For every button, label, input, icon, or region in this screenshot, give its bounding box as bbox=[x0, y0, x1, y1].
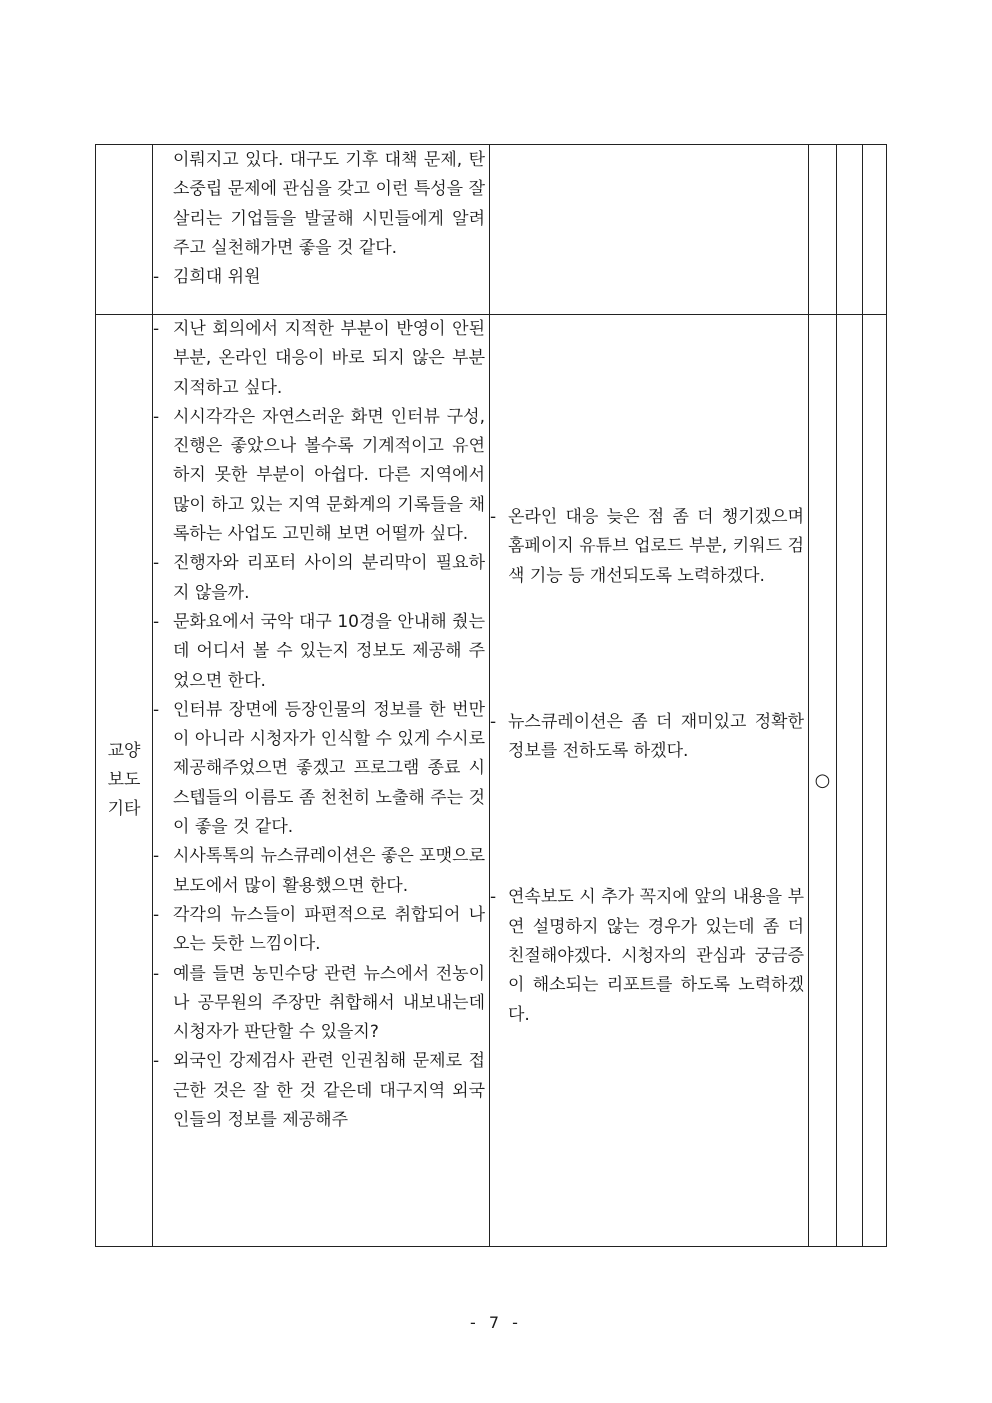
response-cell bbox=[490, 315, 809, 1247]
bullet-dash: - bbox=[153, 267, 160, 288]
comment-text: 예를 들면 농민수당 관련 뉴스에서 전농이나 공무원의 주장만 취합해서 내보내는데 시청자가 판단할 수 있을지? bbox=[173, 963, 485, 1043]
check-cell-2 bbox=[837, 315, 863, 1247]
comment-item bbox=[153, 549, 489, 608]
comment-text: 시시각각은 자연스러운 화면 인터뷰 구성, 진행은 좋았으나 볼수록 기계적이고 유연하지 못한 부분이 아쉽다. 다른 지역에서 많이 하고 있는 지역 문화계의 기록들을 채록하는 사업도 고민해 보면 어떨까 싶다. bbox=[173, 406, 485, 545]
comment-text: 문화요에서 국악 대구 10경을 안내해 줬는데 어디서 볼 수 있는지 정보도 제공해 주었으면 한다. bbox=[173, 611, 485, 691]
check-cell-1 bbox=[809, 315, 837, 1247]
response-text: 온라인 대응 늦은 점 좀 더 챙기겠으며 홈페이지 유튜브 업로드 부분, 키워드 검색 기능 등 개선되도록 노력하겠다. bbox=[508, 507, 804, 586]
comment-item bbox=[153, 901, 489, 960]
speaker-line bbox=[153, 263, 489, 292]
bullet-dash: - bbox=[490, 507, 497, 527]
comment-text: 인터뷰 장면에 등장인물의 정보를 한 번만이 아니라 시청자가 인식할 수 있게 수시로 제공해주었으면 좋겠고 프로그램 종료 시 스텝들의 이름도 좀 천천히 노출해 주는 것이 좋을 것 같다. bbox=[173, 699, 485, 838]
table-row-category bbox=[96, 315, 887, 1247]
check-cell-1 bbox=[809, 145, 837, 315]
category-cell bbox=[96, 315, 153, 1247]
category-cell-empty bbox=[96, 145, 153, 315]
bullet-dash: - bbox=[153, 553, 160, 574]
response-cell-empty bbox=[490, 145, 809, 315]
bullet-dash: - bbox=[153, 904, 160, 925]
bullet-dash: - bbox=[153, 611, 160, 632]
check-cell-3 bbox=[863, 315, 887, 1247]
comment-cell bbox=[153, 145, 490, 315]
comment-item bbox=[153, 696, 489, 842]
check-cell-3 bbox=[863, 145, 887, 315]
comment-text: 진행자와 리포터 사이의 분리막이 필요하지 않을까. bbox=[173, 553, 485, 603]
comment-cell bbox=[153, 315, 490, 1247]
page-number: - 7 - bbox=[470, 1313, 522, 1332]
comment-item bbox=[153, 608, 489, 696]
bullet-dash: - bbox=[153, 699, 160, 720]
table-row-continued bbox=[96, 145, 887, 315]
bullet-dash: - bbox=[490, 887, 497, 908]
bullet-dash: - bbox=[153, 846, 160, 867]
comment-item bbox=[153, 315, 489, 403]
circle-mark: ○ bbox=[814, 770, 831, 791]
bullet-dash: - bbox=[490, 711, 497, 732]
bullet-dash: - bbox=[153, 1051, 160, 1072]
category-line: 기타 bbox=[107, 799, 141, 819]
comment-text: 지난 회의에서 지적한 부분이 반영이 안된 부분, 온라인 대응이 바로 되지 않은 부분 지적하고 싶다. bbox=[173, 319, 485, 398]
category-line: 교양 bbox=[107, 741, 141, 761]
bullet-dash: - bbox=[153, 963, 160, 984]
minutes-table bbox=[95, 144, 887, 1247]
response-text: 연속보도 시 추가 꼭지에 앞의 내용을 부연 설명하지 않는 경우가 있는데 좀 더 친절해야겠다. 시청자의 관심과 궁금증이 해소되는 리포트를 하도록 노력하겠다. bbox=[508, 887, 804, 1025]
bullet-dash: - bbox=[153, 319, 160, 339]
comment-text: 각각의 뉴스들이 파편적으로 취합되어 나오는 듯한 느낌이다. bbox=[173, 904, 485, 955]
comment-item bbox=[153, 960, 489, 1048]
response-text: 뉴스큐레이션은 좀 더 재미있고 정확한 정보를 전하도록 하겠다. bbox=[508, 711, 804, 762]
comment-item bbox=[153, 842, 489, 901]
comment-text: 외국인 강제검사 관련 인권침해 문제로 접근한 것은 잘 한 것 같은데 대구지역 외국인들의 정보를 제공해주 bbox=[173, 1051, 485, 1131]
bullet-dash: - bbox=[153, 406, 160, 427]
check-cell-2 bbox=[837, 145, 863, 315]
response-item bbox=[490, 708, 808, 767]
comment-item bbox=[153, 1047, 489, 1135]
category-line: 보도 bbox=[107, 770, 141, 790]
response-item bbox=[490, 883, 808, 1029]
comment-continued-text: 이뤄지고 있다. 대구도 기후 대책 문제, 탄소중립 문제에 관심을 갖고 이런 특성을 잘 살리는 기업들을 발굴해 시민들에게 알려주고 실천해가면 좋을 것 같다. bbox=[173, 150, 485, 258]
response-item bbox=[490, 503, 808, 591]
comment-item bbox=[153, 403, 489, 549]
comment-text: 시사톡톡의 뉴스큐레이션은 좋은 포맷으로 보도에서 많이 활용했으면 한다. bbox=[173, 846, 485, 896]
speaker-name: 김희대 위원 bbox=[173, 267, 261, 288]
